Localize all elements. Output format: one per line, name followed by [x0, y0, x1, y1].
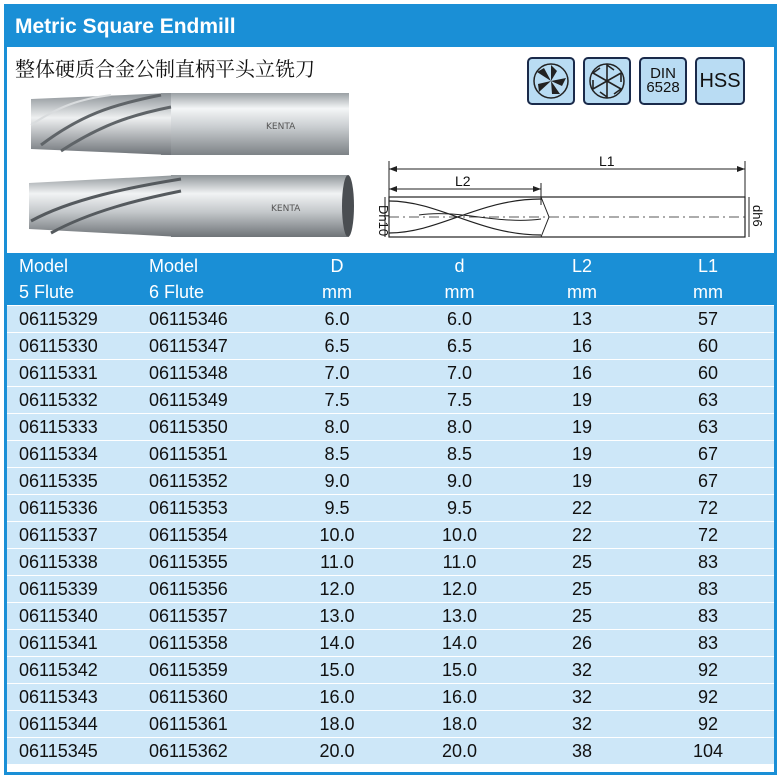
l2-cell: 25 [522, 549, 642, 576]
diameter-d-cell: 7.5 [277, 387, 397, 414]
model-6-flute-cell: 06115348 [137, 360, 277, 387]
shank-d-cell: 9.0 [397, 468, 522, 495]
table-row [7, 387, 774, 414]
col-header: L1 [642, 253, 774, 279]
spec-table [7, 253, 774, 764]
l1-cell: 92 [642, 711, 774, 738]
diameter-d-cell: 9.5 [277, 495, 397, 522]
l1-cell: 83 [642, 630, 774, 657]
l2-cell: 38 [522, 738, 642, 765]
diameter-d-cell: 20.0 [277, 738, 397, 765]
l1-cell: 83 [642, 549, 774, 576]
model-6-flute-cell: 06115349 [137, 387, 277, 414]
shank-d-cell: 16.0 [397, 684, 522, 711]
col-subheader: 6 Flute [137, 279, 277, 306]
badge-row [527, 57, 745, 105]
diameter-d-cell: 6.0 [277, 306, 397, 333]
col-header: d [397, 253, 522, 279]
shank-d-cell: 11.0 [397, 549, 522, 576]
diameter-d-cell: 6.5 [277, 333, 397, 360]
page-title: Metric Square Endmill [15, 15, 236, 38]
shank-d-cell: 6.0 [397, 306, 522, 333]
l2-label: L2 [455, 173, 471, 189]
diameter-d-cell: 11.0 [277, 549, 397, 576]
diameter-d-cell: 9.0 [277, 468, 397, 495]
diameter-d-cell: 18.0 [277, 711, 397, 738]
l1-cell: 60 [642, 333, 774, 360]
model-5-flute-cell: 06115331 [7, 360, 137, 387]
spec-table-body [7, 306, 774, 765]
l1-cell: 83 [642, 576, 774, 603]
table-row [7, 522, 774, 549]
chinese-title: 整体硬质合金公制直柄平头立铣刀 [15, 57, 315, 81]
l2-cell: 19 [522, 468, 642, 495]
model-5-flute-cell: 06115342 [7, 657, 137, 684]
shank-d-cell: 13.0 [397, 603, 522, 630]
table-row [7, 360, 774, 387]
header-row-top [7, 253, 774, 279]
model-6-flute-cell: 06115356 [137, 576, 277, 603]
6-flute-section-icon [587, 61, 627, 101]
diameter-d-cell: 8.5 [277, 441, 397, 468]
model-5-flute-cell: 06115340 [7, 603, 137, 630]
model-5-flute-cell: 06115330 [7, 333, 137, 360]
l2-cell: 26 [522, 630, 642, 657]
endmill-drawing [359, 149, 767, 247]
brand-mark: KENTA [271, 204, 301, 214]
shank-d-cell: 15.0 [397, 657, 522, 684]
diameter-d-cell: 14.0 [277, 630, 397, 657]
model-6-flute-cell: 06115353 [137, 495, 277, 522]
model-5-flute-cell: 06115344 [7, 711, 137, 738]
dh10-label: Dh10 [376, 205, 391, 237]
l1-cell: 92 [642, 684, 774, 711]
l2-cell: 19 [522, 387, 642, 414]
l2-cell: 22 [522, 522, 642, 549]
six-flute-badge [583, 57, 631, 105]
l1-cell: 104 [642, 738, 774, 765]
hss-label: HSS [699, 69, 741, 92]
model-5-flute-cell: 06115343 [7, 684, 137, 711]
model-5-flute-cell: 06115345 [7, 738, 137, 765]
l1-cell: 83 [642, 603, 774, 630]
table-row [7, 495, 774, 522]
brand-mark: KENTA [266, 122, 296, 132]
col-header: Model [137, 253, 277, 279]
l1-cell: 57 [642, 306, 774, 333]
l1-cell: 72 [642, 522, 774, 549]
model-5-flute-cell: 06115334 [7, 441, 137, 468]
l2-cell: 25 [522, 576, 642, 603]
col-header: Model [7, 253, 137, 279]
model-5-flute-cell: 06115336 [7, 495, 137, 522]
model-6-flute-cell: 06115362 [137, 738, 277, 765]
diameter-d-cell: 16.0 [277, 684, 397, 711]
spec-table-wrap [7, 253, 774, 764]
din-number: 6528 [646, 79, 680, 96]
din-badge [639, 57, 687, 105]
table-row [7, 333, 774, 360]
model-5-flute-cell: 06115337 [7, 522, 137, 549]
l2-cell: 25 [522, 603, 642, 630]
l1-cell: 63 [642, 414, 774, 441]
col-subheader: 5 Flute [7, 279, 137, 306]
model-5-flute-cell: 06115332 [7, 387, 137, 414]
l1-cell: 60 [642, 360, 774, 387]
model-5-flute-cell: 06115335 [7, 468, 137, 495]
l1-cell: 67 [642, 441, 774, 468]
l2-cell: 19 [522, 414, 642, 441]
l1-cell: 67 [642, 468, 774, 495]
model-6-flute-cell: 06115352 [137, 468, 277, 495]
col-subheader: mm [277, 279, 397, 306]
shank-d-cell: 14.0 [397, 630, 522, 657]
table-row [7, 603, 774, 630]
model-6-flute-cell: 06115361 [137, 711, 277, 738]
model-6-flute-cell: 06115354 [137, 522, 277, 549]
shank-d-cell: 20.0 [397, 738, 522, 765]
model-6-flute-cell: 06115358 [137, 630, 277, 657]
table-row [7, 738, 774, 765]
shank-d-cell: 18.0 [397, 711, 522, 738]
l2-cell: 32 [522, 684, 642, 711]
l1-cell: 72 [642, 495, 774, 522]
shank-d-cell: 8.5 [397, 441, 522, 468]
l2-cell: 32 [522, 657, 642, 684]
table-row [7, 711, 774, 738]
l2-cell: 22 [522, 495, 642, 522]
shank-d-cell: 6.5 [397, 333, 522, 360]
model-5-flute-cell: 06115338 [7, 549, 137, 576]
diameter-d-cell: 12.0 [277, 576, 397, 603]
shank-d-cell: 8.0 [397, 414, 522, 441]
table-row [7, 468, 774, 495]
col-header: L2 [522, 253, 642, 279]
model-6-flute-cell: 06115359 [137, 657, 277, 684]
l2-cell: 16 [522, 333, 642, 360]
l1-cell: 63 [642, 387, 774, 414]
title-bar [7, 7, 774, 47]
endmill-photo-bottom [21, 171, 357, 241]
col-subheader: mm [522, 279, 642, 306]
diameter-d-cell: 15.0 [277, 657, 397, 684]
catalog-frame [4, 4, 777, 775]
diameter-d-cell: 13.0 [277, 603, 397, 630]
model-6-flute-cell: 06115355 [137, 549, 277, 576]
model-5-flute-cell: 06115333 [7, 414, 137, 441]
hss-badge [695, 57, 745, 105]
l2-cell: 13 [522, 306, 642, 333]
5-flute-section-icon [531, 61, 571, 101]
model-6-flute-cell: 06115347 [137, 333, 277, 360]
model-5-flute-cell: 06115341 [7, 630, 137, 657]
shank-d-cell: 7.0 [397, 360, 522, 387]
shank-d-cell: 12.0 [397, 576, 522, 603]
table-row [7, 306, 774, 333]
table-row [7, 441, 774, 468]
table-row [7, 576, 774, 603]
five-flute-badge [527, 57, 575, 105]
diameter-d-cell: 8.0 [277, 414, 397, 441]
header-row-bottom [7, 279, 774, 306]
model-6-flute-cell: 06115346 [137, 306, 277, 333]
col-header: D [277, 253, 397, 279]
l1-label: L1 [599, 153, 615, 169]
model-5-flute-cell: 06115339 [7, 576, 137, 603]
dh6-label: dh6 [750, 205, 765, 227]
l2-cell: 32 [522, 711, 642, 738]
table-row [7, 684, 774, 711]
model-6-flute-cell: 06115350 [137, 414, 277, 441]
model-6-flute-cell: 06115351 [137, 441, 277, 468]
model-5-flute-cell: 06115329 [7, 306, 137, 333]
model-6-flute-cell: 06115360 [137, 684, 277, 711]
model-6-flute-cell: 06115357 [137, 603, 277, 630]
table-row [7, 630, 774, 657]
diameter-d-cell: 7.0 [277, 360, 397, 387]
table-row [7, 414, 774, 441]
din-label: DIN [650, 65, 676, 82]
shank-d-cell: 10.0 [397, 522, 522, 549]
table-row [7, 657, 774, 684]
l2-cell: 19 [522, 441, 642, 468]
shank-d-cell: 9.5 [397, 495, 522, 522]
col-subheader: mm [397, 279, 522, 306]
shank-d-cell: 7.5 [397, 387, 522, 414]
l2-cell: 16 [522, 360, 642, 387]
endmill-photo-top [21, 85, 353, 163]
diameter-d-cell: 10.0 [277, 522, 397, 549]
table-row [7, 549, 774, 576]
l1-cell: 92 [642, 657, 774, 684]
col-subheader: mm [642, 279, 774, 306]
